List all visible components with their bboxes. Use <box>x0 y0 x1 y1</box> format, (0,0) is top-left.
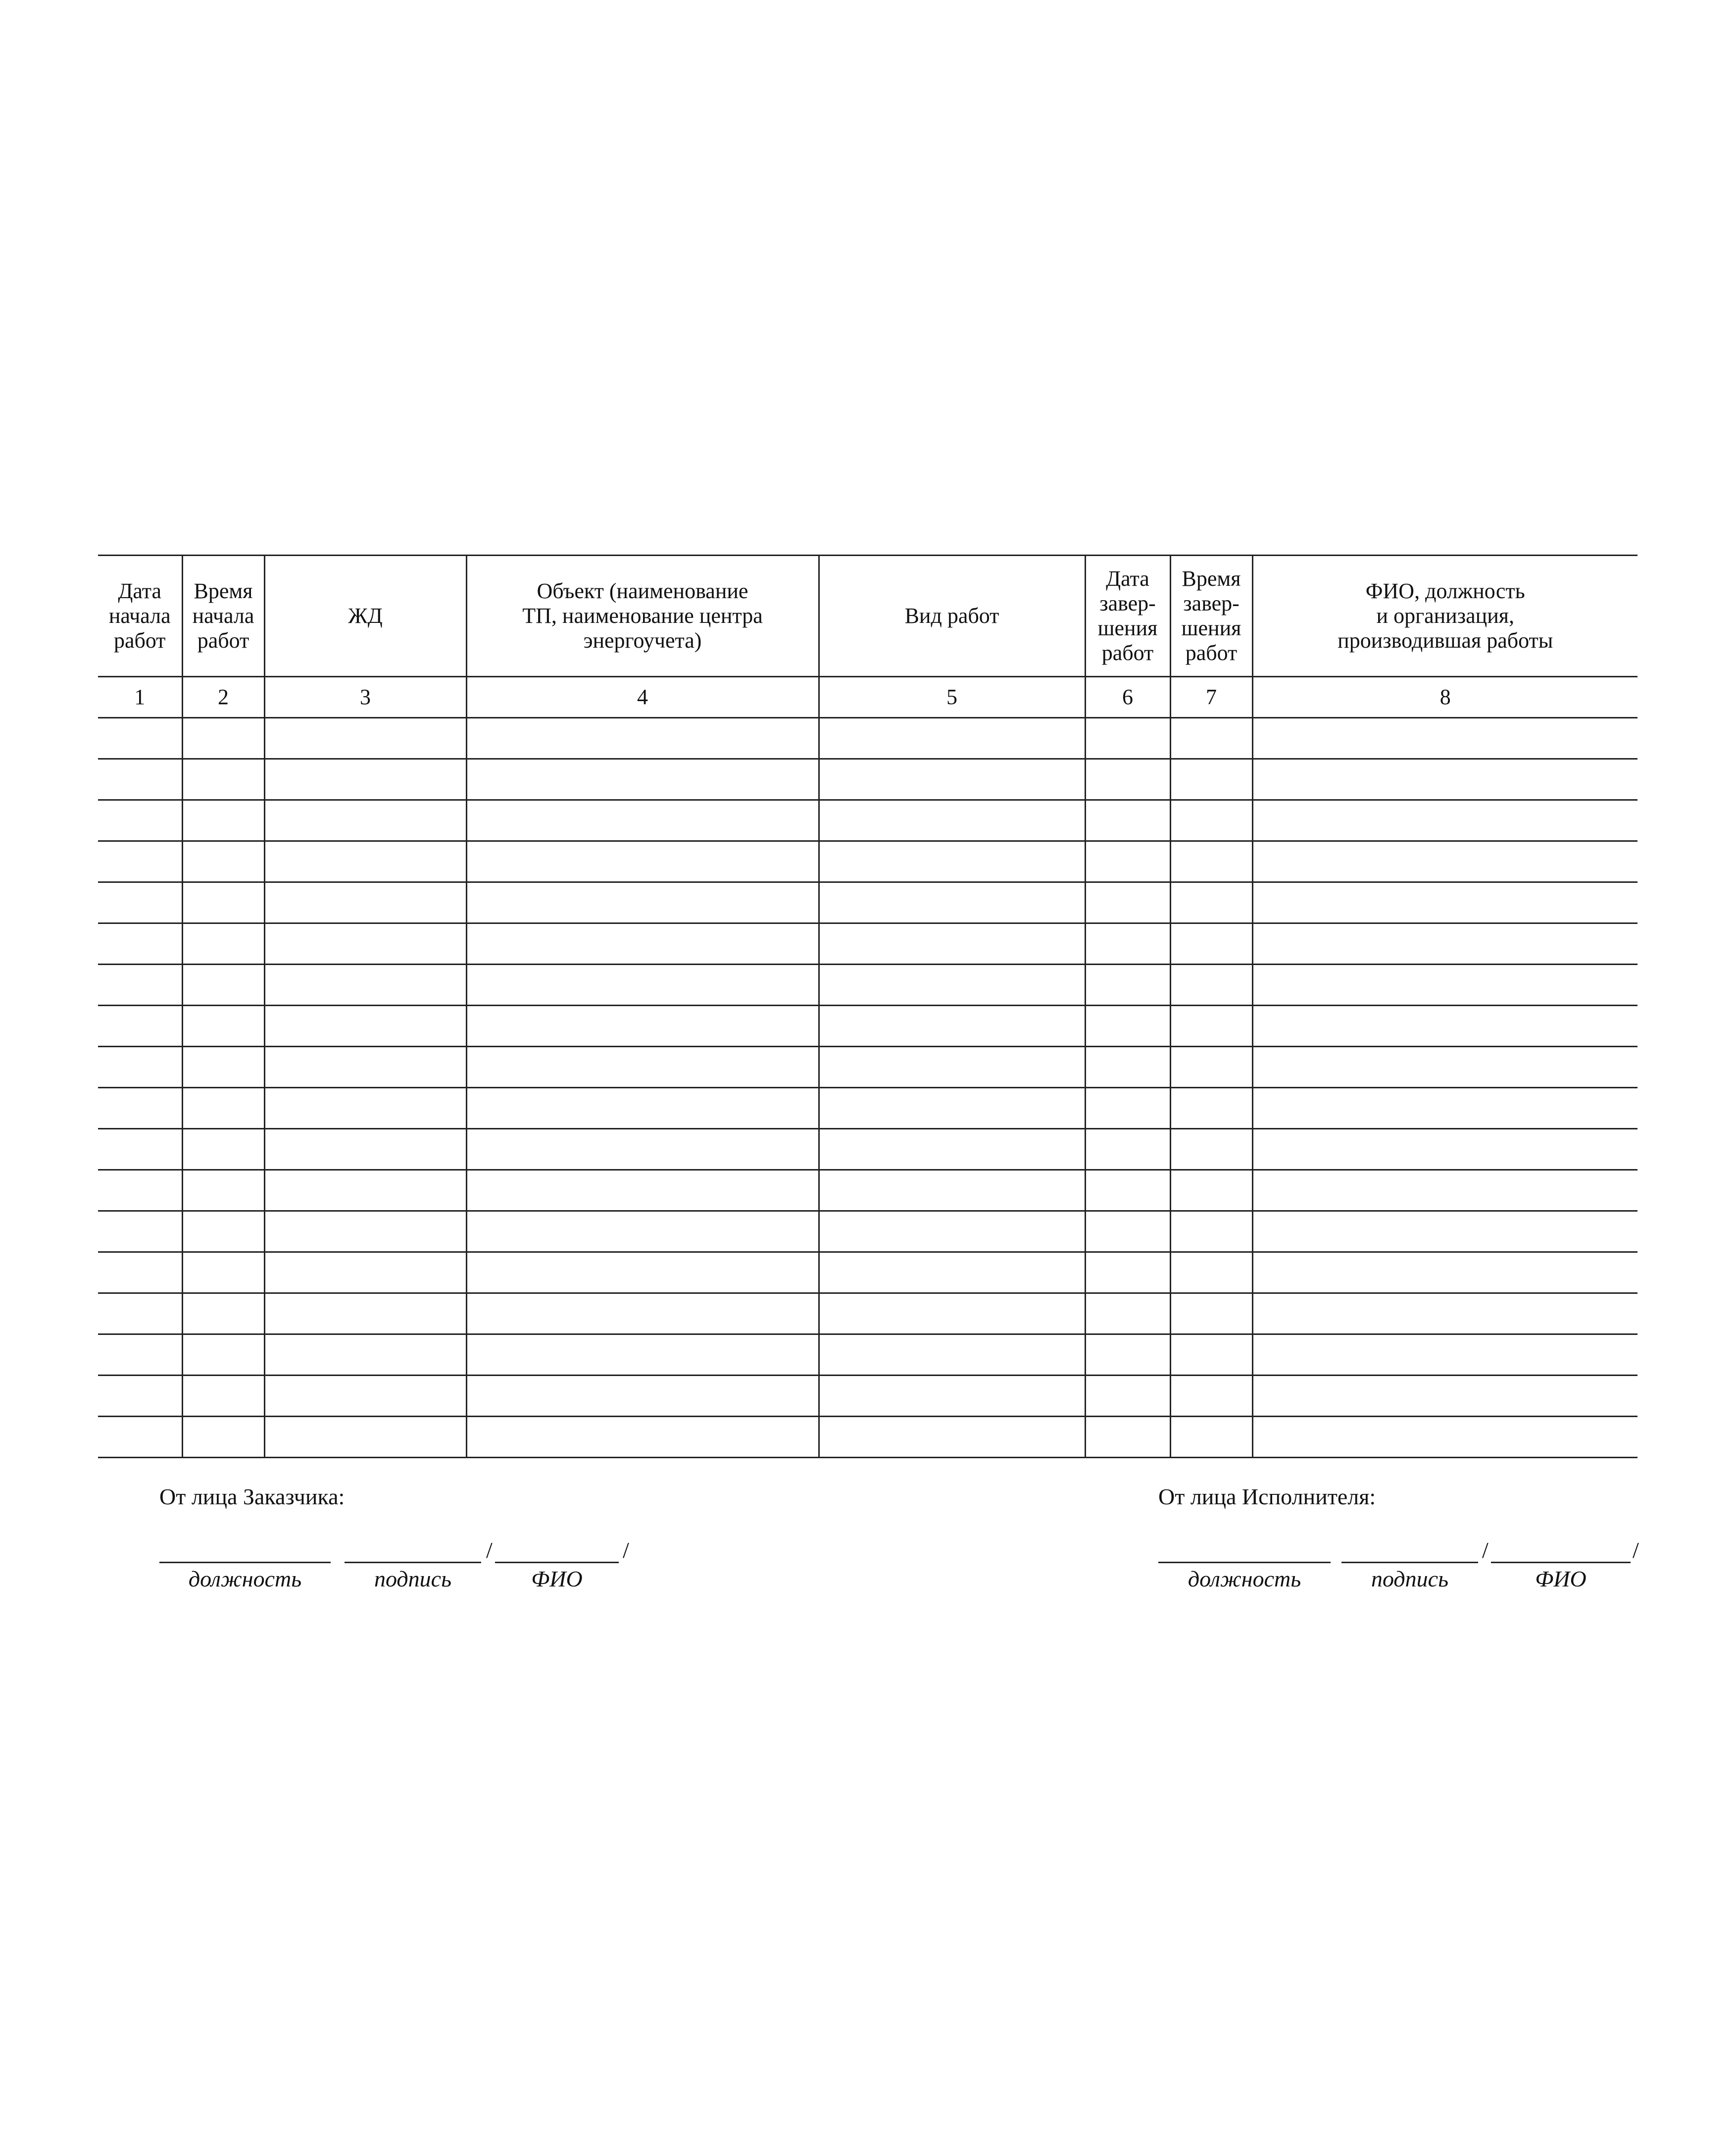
table-cell[interactable] <box>182 800 264 841</box>
table-cell[interactable] <box>819 841 1085 882</box>
header-end-date: Дата завер- шения работ <box>1085 556 1170 677</box>
table-cell[interactable] <box>264 1293 466 1334</box>
table-row <box>98 1170 1637 1211</box>
table-cell[interactable] <box>1252 1417 1637 1458</box>
table-cell[interactable] <box>466 882 819 923</box>
table-cell[interactable] <box>466 965 819 1006</box>
table-cell[interactable] <box>819 759 1085 800</box>
table-cell[interactable] <box>98 800 182 841</box>
table-cell[interactable] <box>182 1376 264 1417</box>
table-cell[interactable] <box>1252 923 1637 965</box>
contractor-title: От лица Исполнителя: <box>1158 1484 1376 1509</box>
table-cell[interactable] <box>1252 965 1637 1006</box>
table-cell[interactable] <box>1085 1252 1170 1293</box>
table-cell[interactable] <box>182 1334 264 1376</box>
table-cell[interactable] <box>264 1252 466 1293</box>
table-cell[interactable] <box>1085 1376 1170 1417</box>
table-cell[interactable] <box>466 1293 819 1334</box>
table-cell[interactable] <box>819 965 1085 1006</box>
table-cell[interactable] <box>182 1211 264 1252</box>
table-row <box>98 718 1637 759</box>
table-cell[interactable] <box>819 1334 1085 1376</box>
table-cell[interactable] <box>1170 759 1252 800</box>
table-cell[interactable] <box>264 1047 466 1088</box>
table-cell[interactable] <box>819 1129 1085 1170</box>
table-cell[interactable] <box>466 923 819 965</box>
table-cell[interactable] <box>98 1170 182 1211</box>
contractor-position-line[interactable] <box>1158 1562 1331 1563</box>
column-number: 7 <box>1170 677 1252 718</box>
contractor-slash: / <box>1482 1537 1488 1563</box>
table-cell[interactable] <box>264 1376 466 1417</box>
header-work-type: Вид работ <box>819 556 1085 677</box>
table-cell[interactable] <box>1085 1006 1170 1047</box>
table-cell[interactable] <box>98 1211 182 1252</box>
header-railway: ЖД <box>264 556 466 677</box>
table-cell[interactable] <box>182 1252 264 1293</box>
table-cell[interactable] <box>1085 759 1170 800</box>
table-cell[interactable] <box>182 718 264 759</box>
table-cell[interactable] <box>466 800 819 841</box>
table-cell[interactable] <box>264 965 466 1006</box>
table-cell[interactable] <box>264 1088 466 1129</box>
table-cell[interactable] <box>1252 1088 1637 1129</box>
table-cell[interactable] <box>819 1170 1085 1211</box>
table-cell[interactable] <box>1170 1417 1252 1458</box>
table-cell[interactable] <box>466 1252 819 1293</box>
table-cell[interactable] <box>1170 1293 1252 1334</box>
table-cell[interactable] <box>98 841 182 882</box>
table-cell[interactable] <box>466 718 819 759</box>
table-cell[interactable] <box>264 1006 466 1047</box>
customer-signature-line[interactable] <box>345 1562 481 1563</box>
table-body <box>98 718 1637 1458</box>
table-cell[interactable] <box>98 1047 182 1088</box>
table-row <box>98 965 1637 1006</box>
header-object: Объект (наименование ТП, наименование центра энергоучета) <box>466 556 819 677</box>
contractor-name-line[interactable] <box>1491 1562 1631 1563</box>
table-cell[interactable] <box>466 841 819 882</box>
table-cell[interactable] <box>819 1293 1085 1334</box>
table-cell[interactable] <box>1252 1047 1637 1088</box>
table-cell[interactable] <box>98 923 182 965</box>
table-cell[interactable] <box>264 1334 466 1376</box>
table-cell[interactable] <box>1085 965 1170 1006</box>
table-cell[interactable] <box>819 1006 1085 1047</box>
table-cell[interactable] <box>98 1376 182 1417</box>
table-cell[interactable] <box>264 923 466 965</box>
table-cell[interactable] <box>264 759 466 800</box>
table-cell[interactable] <box>1252 1293 1637 1334</box>
table-row <box>98 800 1637 841</box>
column-number: 4 <box>466 677 819 718</box>
table-cell[interactable] <box>264 1211 466 1252</box>
table-cell[interactable] <box>1170 1129 1252 1170</box>
table-cell[interactable] <box>182 965 264 1006</box>
table-row <box>98 1417 1637 1458</box>
table-cell[interactable] <box>819 882 1085 923</box>
table-cell[interactable] <box>466 1376 819 1417</box>
table-cell[interactable] <box>182 1129 264 1170</box>
table-cell[interactable] <box>466 1047 819 1088</box>
column-number: 3 <box>264 677 466 718</box>
header-start-date: Дата начала работ <box>98 556 182 677</box>
table-cell[interactable] <box>1085 1170 1170 1211</box>
table-cell[interactable] <box>1170 1088 1252 1129</box>
customer-name-caption: ФИО <box>531 1566 583 1591</box>
table-cell[interactable] <box>264 1170 466 1211</box>
customer-signature-caption: подпись <box>374 1566 451 1591</box>
table-cell[interactable] <box>264 1417 466 1458</box>
work-log-table <box>98 555 1637 1458</box>
table-cell[interactable] <box>182 759 264 800</box>
table-cell[interactable] <box>1170 923 1252 965</box>
table-cell[interactable] <box>1252 1170 1637 1211</box>
table-cell[interactable] <box>1170 1334 1252 1376</box>
contractor-slash: / <box>1633 1537 1639 1563</box>
table-cell[interactable] <box>1252 1334 1637 1376</box>
table-cell[interactable] <box>1085 718 1170 759</box>
table-cell[interactable] <box>264 1129 466 1170</box>
table-cell[interactable] <box>466 1088 819 1129</box>
table-cell[interactable] <box>1252 1211 1637 1252</box>
table-row <box>98 1293 1637 1334</box>
table-cell[interactable] <box>1170 1047 1252 1088</box>
table-row <box>98 1376 1637 1417</box>
table-cell[interactable] <box>466 759 819 800</box>
table-cell[interactable] <box>466 1211 819 1252</box>
table-cell[interactable] <box>264 718 466 759</box>
column-number: 5 <box>819 677 1085 718</box>
contractor-position-caption: должность <box>1188 1566 1301 1591</box>
table-cell[interactable] <box>1252 1006 1637 1047</box>
table-cell[interactable] <box>1085 1417 1170 1458</box>
table-cell[interactable] <box>98 882 182 923</box>
header-end-time: Время завер- шения работ <box>1170 556 1252 677</box>
table-cell[interactable] <box>98 1088 182 1129</box>
table-cell[interactable] <box>466 1417 819 1458</box>
table-cell[interactable] <box>98 1417 182 1458</box>
column-number: 6 <box>1085 677 1170 718</box>
table-cell[interactable] <box>1085 1047 1170 1088</box>
column-number: 8 <box>1252 677 1637 718</box>
table-cell[interactable] <box>1252 1252 1637 1293</box>
table-cell[interactable] <box>1085 1293 1170 1334</box>
table-cell[interactable] <box>819 923 1085 965</box>
table-row <box>98 1252 1637 1293</box>
customer-slash: / <box>486 1537 493 1563</box>
table-cell[interactable] <box>1085 1334 1170 1376</box>
table-cell[interactable] <box>1170 882 1252 923</box>
column-number-row <box>98 677 1637 718</box>
customer-position-line[interactable] <box>159 1562 331 1563</box>
table-cell[interactable] <box>182 1088 264 1129</box>
table-row <box>98 882 1637 923</box>
table-row <box>98 1006 1637 1047</box>
table-cell[interactable] <box>819 1211 1085 1252</box>
header-performer: ФИО, должность и организация, производившая работы <box>1252 556 1637 677</box>
customer-position-caption: должность <box>188 1566 302 1591</box>
table-cell[interactable] <box>182 1170 264 1211</box>
table-cell[interactable] <box>819 718 1085 759</box>
table-cell[interactable] <box>182 1417 264 1458</box>
column-number: 1 <box>98 677 182 718</box>
table-cell[interactable] <box>98 1252 182 1293</box>
table-cell[interactable] <box>98 1006 182 1047</box>
table-cell[interactable] <box>1085 923 1170 965</box>
table-cell[interactable] <box>1170 1006 1252 1047</box>
table-cell[interactable] <box>466 1129 819 1170</box>
table-cell[interactable] <box>264 841 466 882</box>
table-row <box>98 1211 1637 1252</box>
table-cell[interactable] <box>182 882 264 923</box>
table-cell[interactable] <box>1252 882 1637 923</box>
table-row <box>98 1088 1637 1129</box>
table-cell[interactable] <box>1252 1129 1637 1170</box>
table-cell[interactable] <box>1085 1129 1170 1170</box>
table-row <box>98 841 1637 882</box>
table-cell[interactable] <box>1170 800 1252 841</box>
table-row <box>98 1129 1637 1170</box>
table-cell[interactable] <box>182 1047 264 1088</box>
table-row <box>98 759 1637 800</box>
table-cell[interactable] <box>98 1334 182 1376</box>
table-cell[interactable] <box>1170 1376 1252 1417</box>
table-cell[interactable] <box>819 1252 1085 1293</box>
table-cell[interactable] <box>1085 800 1170 841</box>
table-cell[interactable] <box>1252 841 1637 882</box>
table-cell[interactable] <box>1085 841 1170 882</box>
table-cell[interactable] <box>1085 1088 1170 1129</box>
table-cell[interactable] <box>1170 965 1252 1006</box>
table-cell[interactable] <box>98 1129 182 1170</box>
table-cell[interactable] <box>264 800 466 841</box>
table-cell[interactable] <box>98 759 182 800</box>
table-cell[interactable] <box>1170 718 1252 759</box>
table-row <box>98 1047 1637 1088</box>
table-cell[interactable] <box>98 965 182 1006</box>
table-row <box>98 923 1637 965</box>
table-cell[interactable] <box>1170 1252 1252 1293</box>
table-cell[interactable] <box>819 800 1085 841</box>
table-cell[interactable] <box>819 1376 1085 1417</box>
table-cell[interactable] <box>466 1334 819 1376</box>
table-cell[interactable] <box>182 923 264 965</box>
table-cell[interactable] <box>1170 841 1252 882</box>
table-cell[interactable] <box>819 1088 1085 1129</box>
table-cell[interactable] <box>1252 1376 1637 1417</box>
header-start-time: Время начала работ <box>182 556 264 677</box>
table-header-row <box>98 556 1637 677</box>
column-number: 2 <box>182 677 264 718</box>
table-row <box>98 1334 1637 1376</box>
table-cell[interactable] <box>98 718 182 759</box>
customer-slash: / <box>623 1537 629 1563</box>
customer-title: От лица Заказчика: <box>159 1484 345 1509</box>
customer-name-line[interactable] <box>495 1562 619 1563</box>
contractor-name-caption: ФИО <box>1535 1566 1587 1591</box>
table-cell[interactable] <box>1085 1211 1170 1252</box>
table-cell[interactable] <box>1170 1170 1252 1211</box>
table-cell[interactable] <box>182 1006 264 1047</box>
table-cell[interactable] <box>466 1170 819 1211</box>
table-cell[interactable] <box>1252 759 1637 800</box>
table-cell[interactable] <box>819 1417 1085 1458</box>
table-cell[interactable] <box>1170 1211 1252 1252</box>
table-cell[interactable] <box>466 1006 819 1047</box>
table-cell[interactable] <box>1085 882 1170 923</box>
contractor-signature-line[interactable] <box>1341 1562 1478 1563</box>
table-cell[interactable] <box>182 1293 264 1334</box>
table-cell[interactable] <box>264 882 466 923</box>
table-cell[interactable] <box>819 1047 1085 1088</box>
table-cell[interactable] <box>1252 718 1637 759</box>
table-cell[interactable] <box>1252 800 1637 841</box>
table-cell[interactable] <box>98 1293 182 1334</box>
table-cell[interactable] <box>182 841 264 882</box>
contractor-signature-caption: подпись <box>1371 1566 1448 1591</box>
